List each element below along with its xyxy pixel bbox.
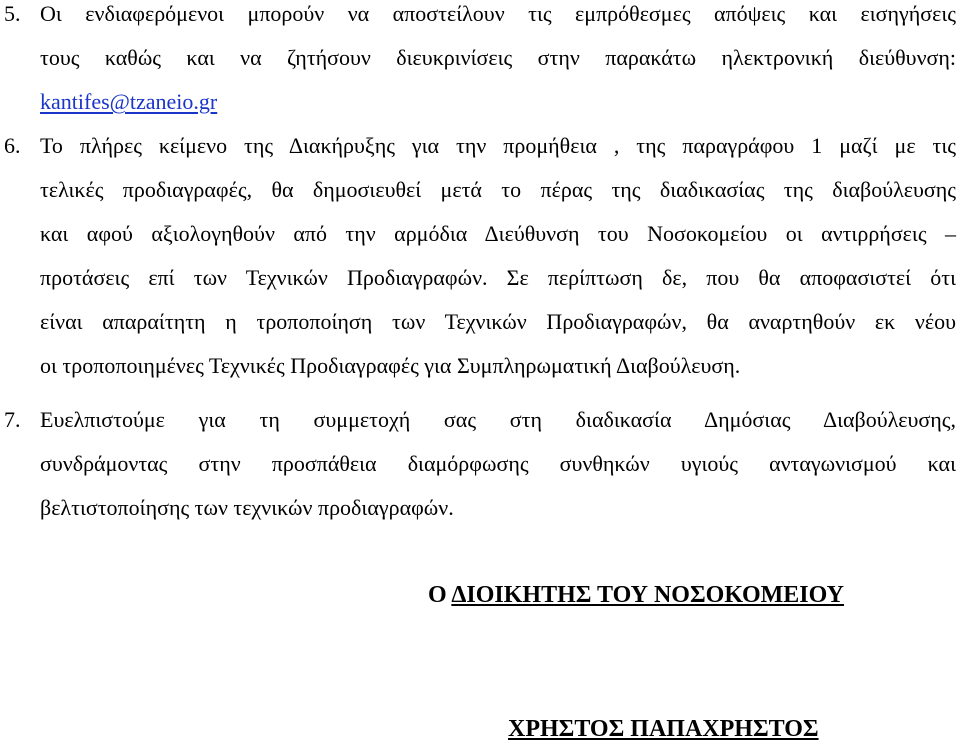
text-line: προτάσεις επί των Τεχνικών Προδιαγραφών. Σε περίπτωση δε, που θα αποφασιστεί ότι	[40, 265, 956, 290]
text-line: τελικές προδιαγραφές, θα δημοσιευθεί μετά το πέρας της διαδικασίας της διαβούλευσης	[40, 177, 956, 202]
text-line: είναι απαραίτητη η τροποποίηση των Τεχνικών Προδιαγραφών, θα αναρτηθούν εκ νέου	[40, 309, 956, 334]
paragraph-number: 5.	[4, 1, 21, 26]
email-link[interactable]: kantifes@tzaneio.gr	[40, 89, 218, 114]
text-line: Ευελπιστούμε για τη συμμετοχή σας στη διαδικασία Δημόσιας Διαβούλευσης,	[40, 407, 956, 432]
text-line: βελτιστοποίησης των τεχνικών προδιαγραφών.	[40, 495, 454, 520]
signature-title-prefix: Ο	[428, 582, 452, 608]
paragraph-number: 7.	[4, 407, 21, 432]
signature-title-underlined: ΔΙΟΙΚΗΤΗΣ ΤΟΥ ΝΟΣΟΚΟΜΕΙΟΥ	[451, 582, 845, 608]
text-line: Οι ενδιαφερόμενοι μπορούν να αποστείλουν τις εμπρόθεσμες απόψεις και εισηγήσεις	[40, 1, 956, 26]
signature-name: ΧΡΗΣΤΟΣ ΠΑΠΑΧΡΗΣΤΟΣ	[508, 716, 819, 742]
signature-title	[428, 582, 844, 609]
text-line: οι τροποποιημένες Τεχνικές Προδιαγραφές για Συμπληρωματική Διαβούλευση.	[40, 353, 741, 378]
text-line: και αφού αξιολογηθούν από την αρμόδια Διεύθυνση του Νοσοκομείου οι αντιρρήσεις –	[40, 221, 956, 246]
text-line: Το πλήρες κείμενο της Διακήρυξης για την προμήθεια , της παραγράφου 1 μαζί με τις	[40, 133, 956, 158]
paragraph-number: 6.	[4, 133, 21, 158]
text-line: τους καθώς και να ζητήσουν διευκρινίσεις στην παρακάτω ηλεκτρονική διεύθυνση:	[40, 45, 956, 70]
text-line: συνδράμοντας στην προσπάθεια διαμόρφωσης συνθηκών υγιούς ανταγωνισμού και	[40, 451, 956, 476]
